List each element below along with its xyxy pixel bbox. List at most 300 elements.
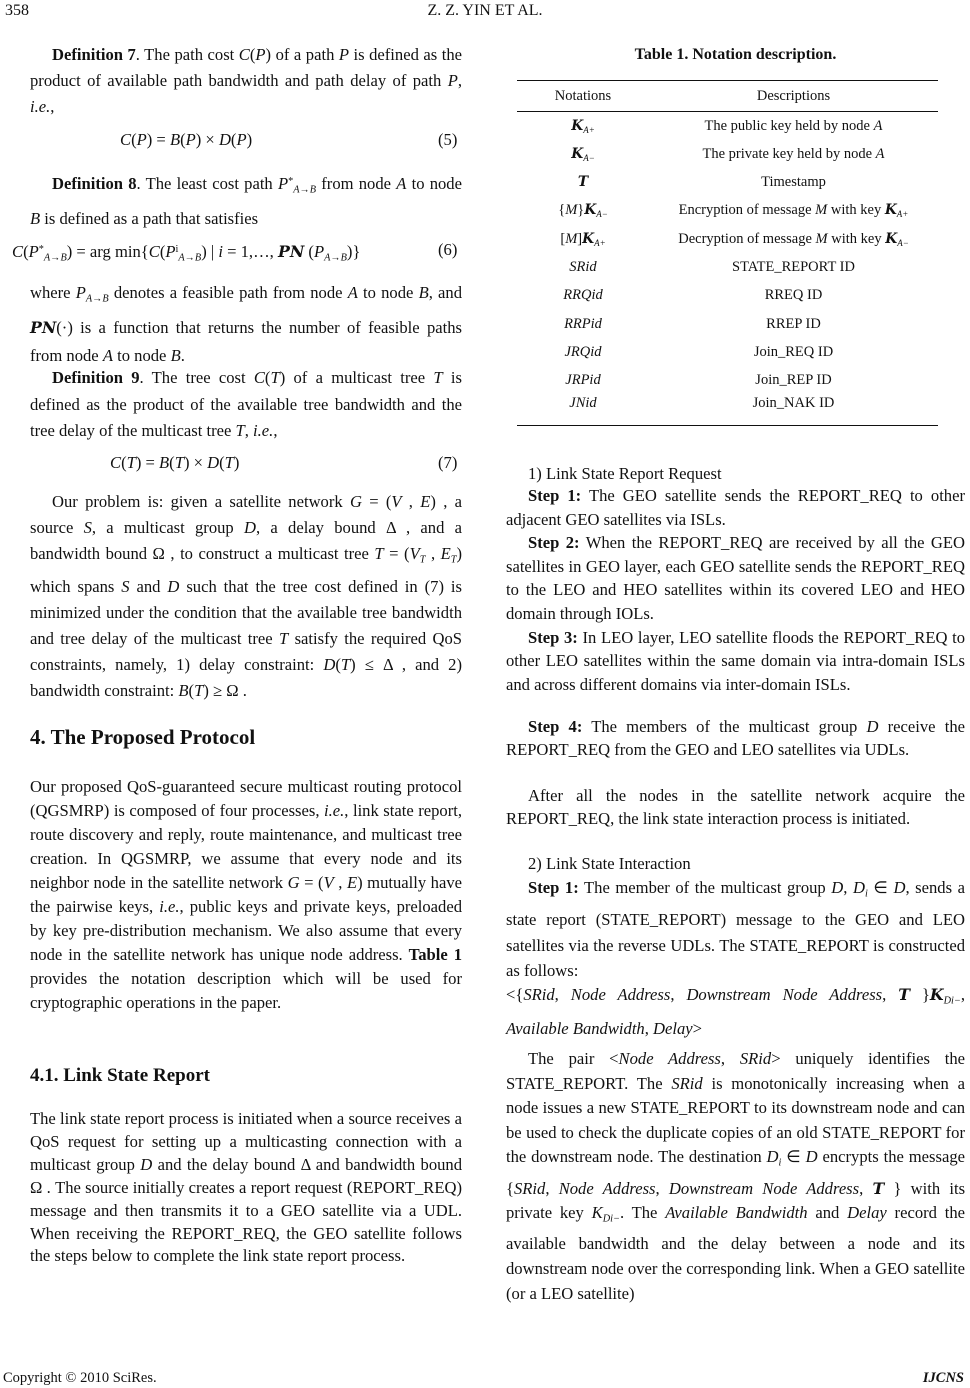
text-segment: , — [720, 1049, 740, 1068]
table-row — [517, 253, 938, 281]
text-segment: JRPid — [565, 372, 601, 389]
text-segment: ] — [577, 230, 583, 247]
description-cell — [649, 112, 938, 141]
text-segment: Di− — [943, 995, 961, 1007]
math-symbol: K — [929, 985, 944, 1004]
text-segment: from node — [316, 174, 397, 194]
text-segment: P — [255, 45, 266, 64]
text-segment: M — [815, 202, 828, 219]
text-segment: A→B — [178, 252, 202, 264]
text-segment: Node Address — [618, 1049, 721, 1068]
math-symbol: K — [582, 230, 595, 247]
notation-cell — [517, 112, 649, 141]
step-1-paragraph — [506, 484, 965, 531]
text-segment: B — [418, 283, 429, 302]
notation-cell — [517, 338, 649, 366]
text-segment: T — [419, 554, 426, 566]
notation-cell — [517, 225, 649, 253]
text-segment: The public key held by node — [704, 117, 874, 134]
text-segment: Downstream Node Address — [686, 985, 883, 1004]
text-segment: A — [347, 283, 358, 302]
text-segment: T — [194, 681, 204, 701]
text-segment: Step 2: — [528, 533, 580, 552]
text-segment: where — [30, 283, 76, 302]
text-segment: . The least cost path — [136, 174, 278, 194]
definition-8 — [30, 168, 462, 233]
text-segment: is a function that returns the number of feasible paths from node — [30, 317, 462, 365]
text-segment: D — [766, 1147, 779, 1167]
text-segment: A→B — [85, 293, 109, 305]
text-segment: A→B — [43, 252, 67, 264]
text-segment: After all the nodes in the satellite network acquire the REPORT_REQ, the link state interaction process is initiated. — [506, 786, 965, 828]
text-segment: C — [120, 130, 132, 149]
section-heading-4-1: 4.1. Link State Report — [30, 1065, 210, 1086]
text-segment: and the delay bound Δ and bandwidth bound Ω . The source initially creates a report request (REPORT_REQ) message and then transmits it to a GEO satellite via a UDL. When receiving the REPORT_REQ, the GEO satellite follows the steps below to complete the link state report process. — [30, 1154, 463, 1266]
text-segment: T — [433, 368, 443, 387]
text-segment: ) | — [201, 242, 219, 262]
text-segment: ) — [265, 45, 272, 64]
text-segment: * — [288, 176, 294, 187]
text-segment: , — [960, 985, 966, 1004]
text-segment: ) = — [146, 130, 170, 149]
text-segment: , — [843, 878, 854, 897]
text-segment: . The path cost — [135, 45, 239, 64]
section-heading-4: 4. The Proposed Protocol — [30, 725, 256, 749]
text-segment: M — [815, 230, 828, 247]
text-segment: , and — [428, 283, 462, 302]
text-segment: , — [670, 985, 687, 1004]
text-segment: T — [279, 629, 289, 649]
text-segment: D — [218, 130, 231, 149]
text-segment: A — [102, 345, 113, 365]
text-segment: D — [323, 655, 336, 675]
text-segment: ( — [219, 453, 225, 472]
text-segment: , a multicast group — [91, 518, 244, 538]
text-segment: T — [270, 368, 280, 387]
text-segment: Definition 7 — [52, 45, 136, 64]
text-segment: and — [807, 1203, 848, 1223]
equation-6 — [12, 237, 360, 272]
section-4-paragraph — [30, 775, 462, 1015]
text-segment: A→B — [293, 184, 317, 196]
equation-5 — [120, 128, 252, 152]
text-segment: Encryption of message — [678, 202, 816, 219]
text-segment: Join_NAK ID — [752, 394, 835, 411]
notation-cell — [517, 282, 649, 310]
text-segment: (·) — [56, 317, 73, 337]
text-segment: JNid — [569, 394, 597, 411]
text-segment: Join_REP ID — [755, 372, 832, 389]
text-segment: B — [30, 208, 41, 228]
text-segment: When the REPORT_REQ are received by all the GEO satellites in GEO layer, each GEO satellite sends the REPORT_REQ to the LEO and HEO satellites within its covered LEO and HEO domain through IOLs. — [506, 533, 965, 624]
math-symbol: K — [884, 202, 897, 219]
text-segment: Delay — [653, 1018, 693, 1038]
text-segment: Step 3: — [528, 628, 578, 647]
text-segment: T — [374, 544, 384, 564]
text-segment: ( — [180, 130, 186, 149]
text-segment: ( — [23, 242, 29, 262]
notation-table — [517, 80, 938, 426]
text-segment: to node — [112, 345, 171, 365]
text-segment: is monotonically increasing when a node issues a new STATE_REPORT to its downstream node and can be used to check the duplicate copies of an old STATE_REPORT for the downstream node. The destination — [506, 1073, 965, 1167]
text-segment: SRid — [523, 985, 555, 1004]
text-segment: P — [28, 242, 39, 262]
text-segment: Step 1: — [528, 878, 579, 897]
math-symbol: K — [584, 202, 597, 219]
text-segment: B — [178, 681, 189, 701]
text-segment: P — [338, 45, 350, 64]
text-segment: <{ — [506, 985, 524, 1004]
text-segment: The GEO satellite sends the REPORT_REQ to other adjacent GEO satellites via ISLs. — [506, 486, 965, 529]
text-segment: A+ — [896, 209, 909, 220]
text-segment: P — [75, 283, 86, 302]
text-segment: i.e. — [253, 421, 274, 440]
text-segment: T — [174, 453, 184, 472]
text-segment: SRid — [671, 1073, 703, 1093]
math-symbol: K — [885, 230, 898, 247]
text-segment: D — [831, 878, 844, 897]
text-segment: > uniquely identifies the STATE_REPORT. The — [506, 1049, 965, 1093]
text-segment: Node Address — [570, 985, 671, 1004]
text-segment: ) × — [195, 130, 219, 149]
notation-cell — [517, 253, 649, 281]
text-segment: receive the REPORT_REQ from the GEO and LEO satellites via UDLs. — [506, 717, 965, 759]
notation-cell — [517, 395, 649, 426]
text-segment: , — [457, 71, 462, 90]
text-segment: A — [875, 145, 885, 162]
text-segment: provides the notation description which will be used for cryptographic operations in the paper. — [30, 969, 462, 1012]
text-segment: record the available bandwidth and the delay between a node and its downstream node over the corresponding link. When a GEO satellite (or a LEO satellite) — [506, 1203, 966, 1303]
text-segment: ) = — [135, 453, 160, 472]
equation-7-label: (7) — [438, 453, 458, 472]
section-4-1-paragraph — [30, 1108, 462, 1268]
text-segment: with key — [827, 230, 886, 247]
text-segment: , — [50, 97, 55, 116]
pair-paragraph — [506, 1047, 965, 1306]
text-segment: ) ≥ Ω . — [203, 681, 247, 701]
text-segment: ( — [159, 242, 166, 262]
text-segment: . The — [619, 1203, 666, 1223]
text-segment: M — [565, 230, 578, 247]
text-segment: and — [129, 576, 168, 596]
text-segment: Timestamp — [761, 174, 826, 191]
math-symbol: T — [577, 174, 589, 191]
text-segment: , sends a state report (STATE_REPORT) message to the GEO and LEO satellites via the reverse UDLs. The STATE_REPORT is constructed as follows: — [506, 878, 965, 981]
text-segment: ( — [230, 130, 237, 149]
text-segment: SRid — [739, 1049, 772, 1068]
text-segment: G — [349, 492, 362, 511]
text-segment: Delay — [847, 1203, 887, 1223]
table-row — [517, 310, 938, 338]
text-segment: , link state report, route discovery and reply, route maintenance, and multicast tree creation. In QGSMRP, we assume that every node and its neighbor node in the satellite network — [30, 801, 462, 892]
table-row — [517, 140, 938, 168]
text-segment: The members of the multicast group — [582, 717, 867, 736]
text-segment: . The tree cost — [139, 368, 254, 387]
text-segment: P — [277, 174, 289, 194]
text-segment: C — [238, 45, 250, 64]
text-segment: D — [805, 1147, 818, 1167]
table-row — [517, 367, 938, 395]
text-segment: , — [859, 1178, 873, 1198]
text-segment: i — [865, 888, 868, 900]
notation-cell — [517, 169, 649, 197]
equation-7 — [110, 451, 239, 475]
text-segment: Definition 9 — [52, 368, 140, 387]
description-cell — [649, 253, 938, 281]
text-segment: RRQid — [563, 287, 603, 304]
text-segment: i — [218, 242, 223, 262]
text-segment: T — [340, 655, 351, 675]
text-segment: The link state report process is initiated when a source receives a QoS request for setting up a multicasting connection with a multicast group — [30, 1109, 462, 1174]
text-segment: , — [655, 1178, 669, 1198]
problem-paragraph — [30, 489, 462, 704]
step-3-paragraph — [506, 626, 965, 696]
text-segment: ) , a source — [30, 492, 462, 538]
text-segment: with key — [827, 202, 885, 219]
text-segment: , public keys and private keys, preloaded by key pre-distribution mechanism. We also assume that every node in the satellite network has unique node address. — [30, 897, 463, 964]
text-segment: A — [396, 174, 407, 194]
text-segment: Node Address — [558, 1178, 656, 1198]
text-segment: { — [558, 202, 566, 219]
text-segment: Downstream Node Address — [668, 1178, 860, 1198]
text-segment: ( — [304, 242, 314, 262]
text-segment: of a path — [271, 45, 339, 64]
text-segment: )} — [346, 242, 361, 262]
text-segment: A− — [583, 153, 595, 164]
notation-cell — [517, 367, 649, 395]
text-segment: i.e. — [324, 801, 345, 820]
text-segment: ( — [335, 655, 341, 675]
text-segment: ( — [264, 368, 271, 387]
text-segment: S — [83, 518, 92, 538]
text-segment: } — [909, 985, 930, 1004]
notation-cell — [517, 140, 649, 168]
text-segment: Our problem is: given a satellite network — [52, 492, 350, 511]
text-segment: ) which spans — [30, 544, 462, 596]
text-segment: P — [185, 130, 196, 149]
table-row — [517, 395, 938, 426]
text-segment: D — [207, 453, 220, 472]
text-segment: In LEO layer, LEO satellite floods the REPORT_REQ to other LEO satellites within the same domain via intra-domain ISLs and across different domains via inter-domain ISLs. — [506, 628, 965, 694]
text-segment: , — [401, 492, 421, 511]
text-segment: RRPid — [564, 315, 602, 332]
text-segment: , — [644, 1018, 654, 1038]
text-segment: is defined as the product of available path bandwidth and path delay of path — [30, 45, 462, 90]
description-cell — [649, 169, 938, 197]
text-segment: D — [853, 878, 865, 897]
text-segment: E — [420, 492, 431, 511]
text-segment: P — [165, 242, 176, 262]
text-segment: . — [180, 345, 185, 365]
where-paragraph — [30, 279, 462, 370]
page-number: 358 — [5, 2, 29, 19]
notation-cell — [517, 197, 649, 225]
text-segment: T — [450, 554, 457, 566]
text-segment: C — [253, 368, 265, 387]
text-segment: T — [126, 453, 136, 472]
text-segment: = ( — [361, 492, 392, 511]
text-segment: V — [409, 544, 420, 564]
text-segment: B — [170, 345, 181, 365]
text-segment: E — [440, 544, 451, 564]
text-segment: is defined as the product of the available tree bandwidth and the tree delay of the multicast tree — [30, 368, 462, 440]
text-segment: such that the tree cost defined in (7) is minimized under the condition that the available tree bandwidth and tree delay of the multicast tree — [30, 576, 462, 649]
table-header-descriptions: Descriptions — [649, 81, 938, 112]
text-segment: to node — [357, 283, 419, 302]
text-segment: , a delay bound Δ , and a bandwidth bound Ω , to construct a multicast tree — [30, 518, 462, 564]
text-segment: JRQid — [564, 344, 602, 361]
definition-7 — [30, 42, 462, 120]
text-segment: , — [882, 985, 899, 1004]
text-segment: > — [692, 1018, 703, 1038]
text-segment: Join_REQ ID — [753, 344, 834, 361]
text-segment: ) = arg min{ — [66, 242, 149, 262]
text-segment: V — [323, 873, 334, 892]
text-segment: Definition 8 — [52, 174, 137, 194]
text-segment: ∈ — [781, 1147, 806, 1167]
math-symbol: PN — [30, 317, 57, 337]
text-segment: Our proposed QoS-guaranteed secure multicast routing protocol (QGSMRP) is composed of four processes, — [30, 777, 462, 820]
text-segment: P — [447, 71, 458, 90]
text-segment: i — [778, 1157, 782, 1169]
math-symbol: K — [571, 145, 584, 162]
table-row — [517, 225, 938, 253]
definition-9 — [30, 365, 462, 445]
text-segment: , — [425, 544, 441, 564]
equation-5-label: (5) — [438, 130, 458, 149]
text-segment: ) — [233, 453, 240, 472]
text-segment: B — [169, 130, 181, 149]
journal-name: IJCNS — [922, 1370, 964, 1386]
text-segment: SRid — [569, 259, 597, 276]
text-segment: SRid — [513, 1178, 546, 1198]
text-segment: encrypts the message { — [506, 1147, 965, 1198]
text-segment: = ( — [383, 544, 410, 564]
description-cell — [649, 338, 938, 366]
table-row — [517, 197, 938, 225]
text-segment: The pair < — [528, 1049, 619, 1068]
text-segment: denotes a feasible path from node — [108, 283, 348, 302]
description-cell — [649, 225, 938, 253]
text-segment: RREP ID — [766, 315, 821, 332]
table-header-notations: Notations — [517, 81, 649, 112]
text-segment: A→B — [324, 252, 347, 264]
text-segment: ∈ — [867, 878, 894, 897]
description-cell — [649, 395, 938, 426]
text-segment: [ — [560, 230, 566, 247]
description-cell — [649, 140, 938, 168]
table-row — [517, 338, 938, 366]
text-segment: ) — [279, 368, 286, 387]
text-segment: D — [140, 1154, 153, 1174]
text-segment: P — [236, 130, 247, 149]
text-segment: D — [167, 576, 180, 596]
text-segment: , — [273, 421, 278, 440]
text-segment: , — [545, 1178, 559, 1198]
text-segment: G — [287, 873, 300, 892]
text-segment: Available Bandwidth — [506, 1018, 645, 1038]
text-segment: = ( — [299, 873, 324, 892]
equation-6-label: (6) — [438, 240, 458, 259]
table-row — [517, 112, 938, 141]
subheading-link-state-interaction: 2) Link State Interaction — [528, 854, 691, 873]
table-caption: Table 1. Notation description. — [634, 46, 837, 63]
text-segment: ( — [131, 130, 137, 149]
table-row — [517, 169, 938, 197]
text-segment: D — [244, 518, 256, 538]
copyright: Copyright © 2010 SciRes. — [3, 1370, 157, 1386]
table-row — [517, 282, 938, 310]
text-segment: i.e. — [159, 897, 180, 916]
text-segment: M — [565, 202, 578, 219]
text-segment: A− — [596, 209, 608, 220]
text-segment: ) — [246, 130, 253, 149]
text-segment: ) × — [183, 453, 208, 472]
text-segment: } with its private key — [506, 1178, 966, 1223]
text-segment: C — [110, 453, 122, 472]
after-paragraph — [506, 784, 965, 830]
notation-cell — [517, 310, 649, 338]
text-segment: Decryption of message — [678, 230, 816, 247]
text-segment: The member of the multicast group — [578, 878, 832, 897]
text-segment: , — [244, 421, 254, 440]
text-segment: A+ — [583, 124, 595, 135]
text-segment: P — [136, 130, 147, 149]
state-report-format — [506, 981, 965, 1042]
text-segment: = 1,…, — [222, 242, 278, 262]
text-segment: Step 1: — [528, 486, 582, 505]
text-segment: The private key held by node — [702, 145, 876, 162]
text-segment: T — [224, 453, 234, 472]
text-segment: Available Bandwidth — [665, 1203, 808, 1223]
subheading-link-state-report-request: 1) Link State Report Request — [528, 464, 722, 483]
running-title: Z. Z. YIN ET AL. — [427, 2, 543, 19]
text-segment: B — [159, 453, 170, 472]
text-segment: D — [893, 878, 906, 897]
text-segment: ) mutually have the pairwise keys, — [30, 873, 463, 916]
text-segment: ( — [169, 453, 175, 472]
text-segment: is defined as a path that satisfies — [40, 208, 259, 228]
text-segment: S — [121, 576, 130, 596]
interaction-step-1-paragraph — [506, 875, 965, 984]
text-segment: } — [577, 202, 585, 219]
text-segment: Step 4: — [528, 717, 583, 736]
text-segment: ) ≤ Δ , and 2) bandwidth constraint: — [30, 655, 462, 701]
text-segment: A− — [897, 237, 909, 248]
text-segment: i.e. — [30, 97, 51, 116]
text-segment: i — [175, 244, 179, 255]
description-cell — [649, 367, 938, 395]
text-segment: to node — [406, 174, 462, 194]
math-symbol: T — [898, 985, 910, 1004]
text-segment: Di− — [602, 1213, 620, 1225]
text-segment: V — [391, 492, 402, 511]
text-segment: RREQ ID — [764, 287, 823, 304]
step-4-paragraph — [506, 716, 965, 761]
text-segment: D — [866, 717, 879, 736]
text-segment: T — [235, 421, 245, 440]
text-segment: STATE_REPORT ID — [732, 259, 855, 276]
description-cell — [649, 197, 938, 225]
text-segment: E — [346, 873, 358, 892]
text-segment: A+ — [594, 237, 606, 248]
text-segment: Table 1 — [408, 945, 462, 964]
text-segment: ( — [249, 45, 256, 64]
description-cell — [649, 282, 938, 310]
description-cell — [649, 310, 938, 338]
math-symbol: K — [571, 117, 584, 134]
text-segment: of a multicast tree — [285, 368, 434, 387]
